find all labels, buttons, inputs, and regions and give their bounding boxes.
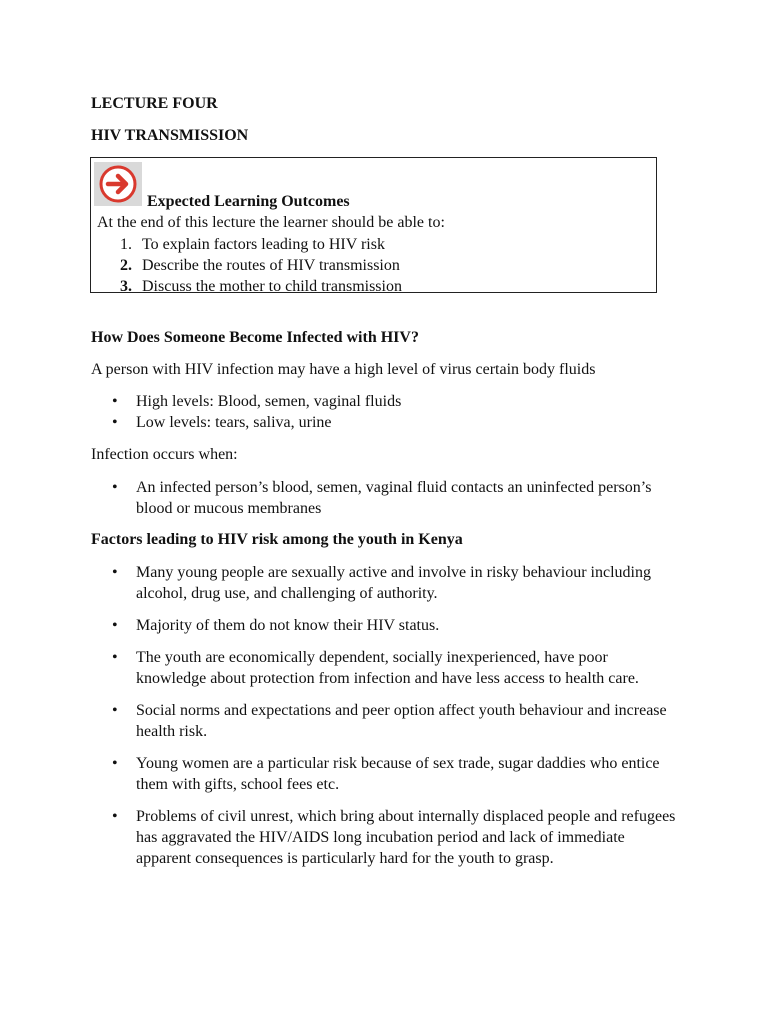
outcome-item xyxy=(101,276,402,297)
infection-intro: Infection occurs when: xyxy=(91,446,238,463)
outcome-number: 3. xyxy=(120,278,132,295)
outcome-text: To explain factors leading to HIV risk xyxy=(142,236,385,253)
outcome-number: 1. xyxy=(120,236,132,253)
list-item-text: Young women are a particular risk because of sex trade, sugar daddies who entice them with gifts, school fees etc. xyxy=(136,755,660,793)
outcome-text: Describe the routes of HIV transmission xyxy=(142,257,400,274)
bullet-icon: • xyxy=(112,755,118,772)
bullet-icon: • xyxy=(112,808,118,825)
bullet-icon: • xyxy=(112,617,118,634)
lecture-title: LECTURE FOUR xyxy=(91,95,218,112)
list-item-text: Majority of them do not know their HIV status. xyxy=(136,617,440,634)
list-item xyxy=(91,477,681,519)
bullet-icon: • xyxy=(112,649,118,666)
list-item xyxy=(91,615,681,636)
outcomes-list xyxy=(101,234,402,297)
list-item xyxy=(91,647,681,689)
list-item xyxy=(91,753,681,795)
outcome-item xyxy=(101,234,402,255)
list-item xyxy=(91,391,681,412)
risk-factors-list xyxy=(91,562,681,880)
section-heading-infection: How Does Someone Become Infected with HIV? xyxy=(91,329,419,346)
bullet-icon: • xyxy=(112,393,118,410)
body-fluids-paragraph: A person with HIV infection may have a high level of virus certain body fluids xyxy=(91,361,596,378)
list-item xyxy=(91,412,681,433)
list-item-text: The youth are economically dependent, socially inexperienced, have poor knowledge about protection from infection and have less access to health care. xyxy=(136,649,639,687)
bullet-icon: • xyxy=(112,702,118,719)
virus-levels-list xyxy=(91,391,681,433)
outcome-item xyxy=(101,255,402,276)
bullet-icon: • xyxy=(112,414,118,431)
list-item xyxy=(91,700,681,742)
outcomes-title: Expected Learning Outcomes xyxy=(147,193,350,210)
list-item-text: Social norms and expectations and peer option affect youth behaviour and increase health risk. xyxy=(136,702,667,740)
right-arrow-circle-icon xyxy=(94,162,142,206)
list-item-text: High levels: Blood, semen, vaginal fluids xyxy=(136,393,402,410)
list-item-text: An infected person’s blood, semen, vaginal fluid contacts an uninfected person’s blood or mucous membranes xyxy=(136,479,652,517)
lecture-subtitle: HIV TRANSMISSION xyxy=(91,127,249,144)
learning-outcomes-box xyxy=(90,157,657,293)
outcome-number: 2. xyxy=(120,257,132,274)
list-item xyxy=(91,806,681,869)
list-item-text: Problems of civil unrest, which bring about internally displaced people and refugees has aggravated the HIV/AIDS long incubation period and lack of immediate apparent consequences is particularly hard for the youth to grasp. xyxy=(136,808,676,867)
outcome-text: Discuss the mother to child transmission xyxy=(142,278,402,295)
outcomes-intro: At the end of this lecture the learner should be able to: xyxy=(97,214,445,231)
bullet-icon: • xyxy=(112,479,118,496)
infection-conditions-list xyxy=(91,477,681,519)
list-item xyxy=(91,562,681,604)
section-heading-risk-factors: Factors leading to HIV risk among the youth in Kenya xyxy=(91,531,463,548)
bullet-icon: • xyxy=(112,564,118,581)
list-item-text: Many young people are sexually active and involve in risky behaviour including alcohol, drug use, and challenging of authority. xyxy=(136,564,651,602)
list-item-text: Low levels: tears, saliva, urine xyxy=(136,414,332,431)
